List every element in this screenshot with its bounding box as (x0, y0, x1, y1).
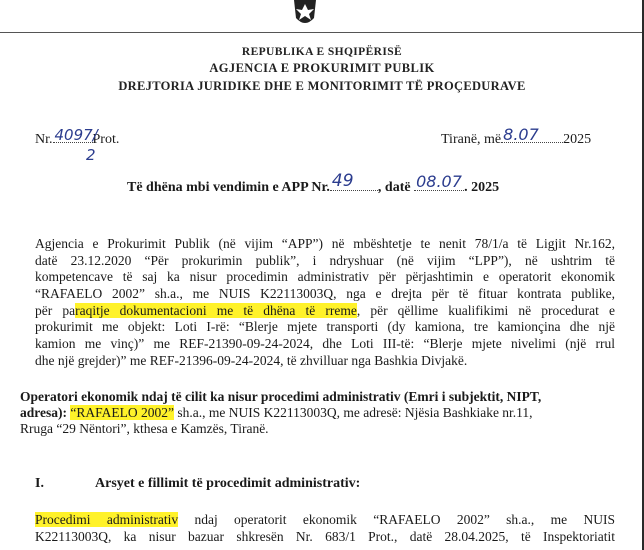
handwritten-date: 8.07 (503, 125, 539, 144)
intro-paragraph (35, 236, 615, 370)
header-directorate: DREJTORIA JURIDIKE DHE E MONITORIMIT TË PROÇEDURAVE (118, 79, 526, 93)
operator-section: Operatori ekonomik ndaj të cilit ka nisur procedimi administrativ (Emri i subjektit, NIPT, adresa): “RAFAELO 2002” sh.a., me NUIS K22113003Q, me adresë: Njësia Bashkiake nr.11, Rruga “29 Nëntori”, kthesa e Kamzës, Tiranë. (20, 389, 616, 437)
intro-line: kompetencave të saj ka nisur procedimin administrativ për përjashtimin e operatorit ekonomik (35, 269, 615, 285)
operator-heading: Operatori ekonomik ndaj të cilit ka nisur procedimi administrativ (Emri i subjektit, NIPT, (20, 389, 542, 404)
decision-title: Të dhëna mbi vendimin e APP Nr. 49 , datë 08.07 . 2025 (127, 171, 500, 195)
header-agency: AGJENCIA E PROKURIMIT PUBLIK (209, 61, 435, 75)
header-rule (0, 32, 642, 33)
intro-line: Agjencia e Prokurimit Publik (në vijim “APP”) në mbështetje te nenit 78/1/a të Ligjit Nr.162, (35, 236, 615, 251)
intro-line: për paraqitje dokumentacioni me të dhëna të rreme, për qëllime kualifikimi në procedurat e (35, 302, 615, 318)
intro-line: datë 23.12.2020 “Për prokurimin publik”, i ndryshuar (në vijim “LPP”), në ushtrim të (35, 252, 615, 268)
handwritten-decision-date: 08.07 (416, 172, 462, 191)
reference-number: Nr. 4097/ Prot. (35, 126, 120, 147)
albanian-eagle-emblem-icon (290, 0, 320, 30)
reasons-highlight: Procedimi administrativ (35, 512, 179, 527)
operator-name-highlight: “RAFAELO 2002” (70, 405, 174, 420)
reasons-paragraph: Procedimi administrativ ndaj operatorit ekonomik “RAFAELO 2002” sh.a., me NUIS K22113003Q, ka nisur bazuar shkresën Nr. 683/1 Prot., datë 28.04.2025, të Inspektoriatit (35, 512, 615, 544)
section-heading-1: I. Arsyet e fillimit të procedimit administrativ: (35, 476, 361, 491)
intro-line: “RAFAELO 2002” sh.a., me NUIS K22113003Q, nga e drejta për të fituar kontrata publike, (35, 286, 615, 302)
handwritten-protocol-number: 4097/ (54, 126, 98, 144)
header-republic: REPUBLIKA E SHQIPËRISË (241, 46, 403, 58)
handwritten-protocol-sub: 2 (86, 146, 96, 164)
intro-line: dhe një grejder)” me REF-21396-09-24-2024, të zhvilluar nga Bashkia Divjakë. (35, 352, 468, 368)
handwritten-decision-number: 49 (331, 171, 354, 191)
city-date: Tiranë, më 8.07 2025 (441, 125, 592, 147)
false-documentation-highlight: raqitje dokumentacioni me të dhëna të rreme (75, 302, 357, 318)
intro-line: kamion me vinç)” me REF-21390-09-24-2024, dhe Loti III-të: “Blerje mjete nivelimi (një rrul (35, 336, 615, 352)
intro-line: prokurimit me objekt: Loti I-rë: “Blerje mjete transporti (dy kamiona, tre kamionçina dhe një (35, 319, 615, 335)
